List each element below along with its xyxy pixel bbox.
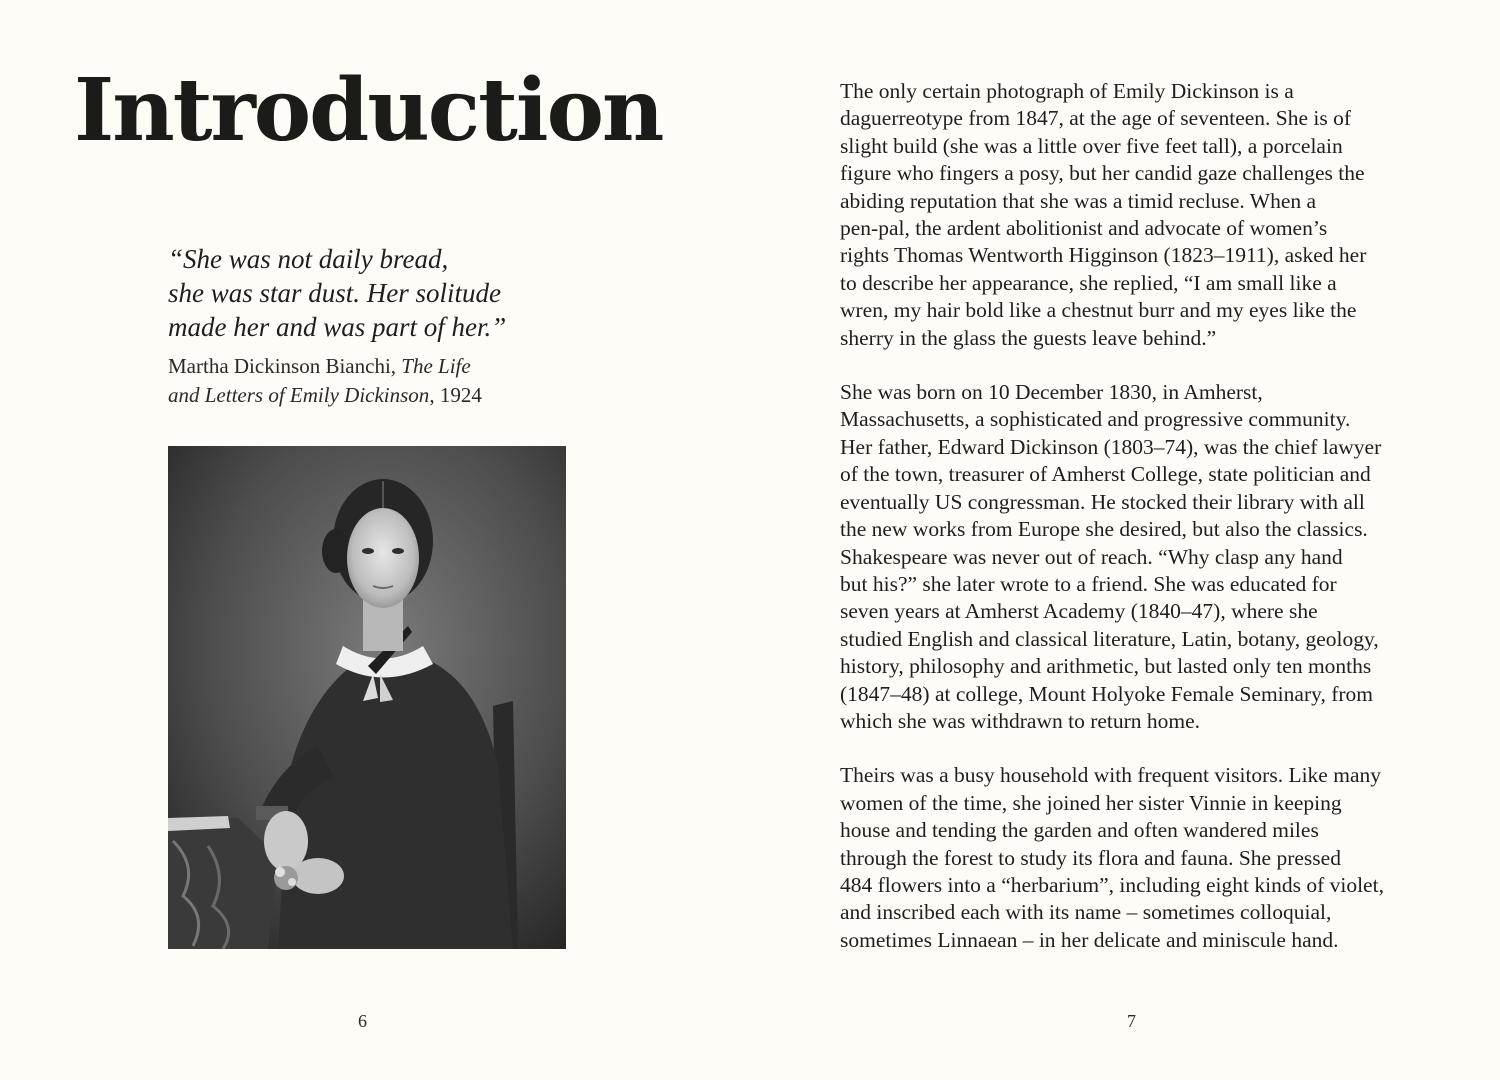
text-line: Her father, Edward Dickinson (1803–74), was the chief lawyer (840, 434, 1382, 459)
page-number: 7 (1127, 1011, 1136, 1031)
text-line: house and tending the garden and often wandered miles (840, 818, 1319, 843)
text-line: figure who fingers a posy, but her candid gaze challenges the (840, 161, 1365, 186)
paragraph (840, 762, 1440, 954)
text-line: pen-pal, the ardent abolitionist and advocate of women’s (840, 216, 1328, 241)
page-number: 6 (358, 1011, 367, 1031)
text-line: Massachusetts, a sophisticated and progressive community. (840, 407, 1351, 432)
attribution-work: and Letters of Emily Dickinson (168, 383, 430, 407)
text-line: rights Thomas Wentworth Higginson (1823–1911), asked her (840, 243, 1367, 268)
attribution-work: The Life (401, 354, 471, 378)
text-line: daguerreotype from 1847, at the age of seventeen. She is of (840, 106, 1352, 131)
paragraph (840, 379, 1440, 735)
text-line: of the town, treasurer of Amherst College, state politician and (840, 462, 1371, 487)
text-line: but his?” she later wrote to a friend. She was educated for (840, 571, 1337, 596)
text-line: sherry in the glass the guests leave behind.” (840, 325, 1217, 350)
epigraph-quote (168, 242, 568, 344)
text-line: The only certain photograph of Emily Dickinson is a (840, 79, 1294, 103)
text-line: 484 flowers into a “herbarium”, including eight kinds of violet, (840, 872, 1384, 897)
text-line: the new works from Europe she desired, but also the classics. (840, 517, 1368, 542)
attribution-year: , 1924 (429, 383, 482, 407)
quote-line: “She was not daily bread, (168, 244, 449, 274)
text-line: through the forest to study its flora and fauna. She pressed (840, 845, 1341, 870)
page-title: Introduction (74, 60, 663, 161)
text-line: and inscribed each with its name – sometimes colloquial, (840, 900, 1332, 925)
text-line: She was born on 10 December 1830, in Amherst, (840, 380, 1263, 405)
text-line: abiding reputation that she was a timid recluse. When a (840, 188, 1317, 213)
attribution-author: Martha Dickinson Bianchi, (168, 354, 402, 378)
text-line: studied English and classical literature, Latin, botany, geology, (840, 626, 1379, 651)
right-page (750, 0, 1500, 1080)
body-text (840, 78, 1440, 981)
quote-line: made her and was part of her.” (168, 312, 507, 342)
portrait-photo (168, 446, 566, 949)
text-line: to describe her appearance, she replied, “I am small like a (840, 270, 1337, 295)
text-line: (1847–48) at college, Mount Holyoke Female Seminary, from (840, 681, 1373, 706)
text-line: history, philosophy and arithmetic, but lasted only ten months (840, 654, 1372, 679)
text-line: seven years at Amherst Academy (1840–47), where she (840, 599, 1318, 624)
epigraph (168, 242, 568, 410)
epigraph-attribution (168, 352, 568, 410)
text-line: Theirs was a busy household with frequent visitors. Like many (840, 763, 1381, 788)
text-line: wren, my hair bold like a chestnut burr and my eyes like the (840, 298, 1357, 323)
text-line: eventually US congressman. He stocked their library with all (840, 489, 1365, 514)
text-line: which she was withdrawn to return home. (840, 708, 1201, 733)
text-line: Shakespeare was never out of reach. “Why clasp any hand (840, 544, 1343, 569)
text-line: slight build (she was a little over five feet tall), a porcelain (840, 133, 1343, 158)
text-line: women of the time, she joined her sister Vinnie in keeping (840, 790, 1342, 815)
quote-line: she was star dust. Her solitude (168, 278, 502, 308)
text-line: sometimes Linnaean – in her delicate and miniscule hand. (840, 927, 1339, 952)
paragraph (840, 78, 1440, 352)
